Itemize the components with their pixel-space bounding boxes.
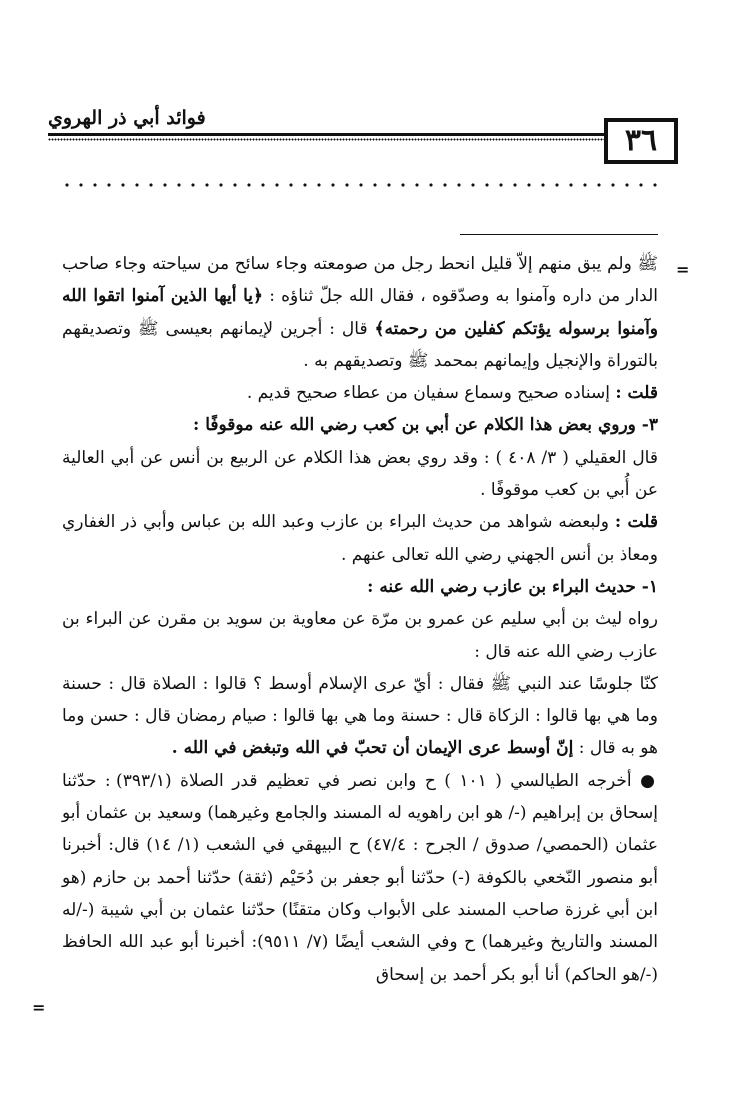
paragraph-4-text: قال العقيلي ( ٣/ ٤٠٨ ) : وقد روي بعض هذا الكلام عن الربيع بن أنس عن أبي العالية عن أُبي بن كعب موقوفًا . (62, 447, 658, 501)
paragraph-5-text: ولبعضه شواهد من حديث البراء بن عازب وعبد الله بن عباس وأبي ذر الغفاري ومعاذ بن أنس الجهني رضي الله تعالى عنهم . (62, 512, 658, 565)
paragraph-9-text: ● أخرجه الطيالسي ( ١٠١ ) ح وابن نصر في تعظيم قدر الصلاة (٣٩٣/١) : حدّثنا إسحاق بن إبراهيم (-/ هو ابن راهويه له المسند والجامع وغيرهما) وسعيد بن عثمان أبو عثمان (الحمصي/ صدوق / الجرح : ٤٧/٤) ح البيهقي في الشعب (١/ ١٤) قال: أخبرنا أبو منصور النّخعي بالكوفة (-) حدّثنا أبو جعفر بن دُحَيْم (ثقة) حدّثنا أحمد بن حازم (هو ابن أبي غرزة صاحب المسند على الأبواب وكان متقنًا) حدّثنا عثمان بن أبي شيبة (-/له المسند والتاريخ وغيرهما) ح وفي الشعب أيضًا (٧/ ٩٥١١): أخبرنا أبو عبد الله الحافظ (-/هو الحاكم) أنا أبو بكر أحمد بن إسحاق (62, 770, 659, 985)
margin-mark-top: = (676, 260, 690, 279)
page-text (62, 248, 658, 991)
paragraph-9 (62, 765, 658, 991)
paragraph-5 (62, 506, 658, 571)
paragraph-6 (62, 571, 658, 603)
paragraph-4 (62, 442, 658, 507)
dotted-separator (60, 181, 660, 189)
hadith-bold: إنّ أوسط عرى الإيمان أن تحبّ في الله وتبغض في الله . (171, 738, 574, 759)
paragraph-8 (62, 668, 658, 765)
paragraph-2-label: قلت : (615, 383, 658, 404)
paragraph-1 (62, 248, 658, 377)
paragraph-1-text: ﷺ ولم يبق منهم إلاّ قليل انحط رجل من صومعته وجاء سائح من سياحته وجاء صاحب الدار من داره وآمنوا به وصدّقوه ، فقال الله جلّ ثناؤه : (62, 254, 659, 307)
paragraph-3-text: ٣- وروي بعض هذا الكلام عن أبي بن كعب رضي الله عنه موقوفًا : (193, 415, 658, 436)
paragraph-8-text: كنّا جلوسًا عند النبي ﷺ فقال : أيّ عرى الإسلام أوسط ؟ قالوا : الصلاة قال : حسنة وما هي بها قالوا : الزكاة قال : حسنة وما هي بها قالوا : صيام رمضان قال : حسن وما هو به قال : (62, 673, 658, 759)
page-number (604, 118, 678, 164)
quran-quote: ﴿يا أيها الذين آمنوا اتقوا الله وآمنوا برسوله يؤتكم كفلين من رحمته﴾ (62, 286, 658, 339)
paragraph-1-end: قال : أجرين لإيمانهم بعيسى ﷺ وتصديقهم بالتوراة والإنجيل وإيمانهم بمحمد ﷺ وتصديقهم به . (62, 318, 658, 371)
paragraph-2 (62, 377, 658, 409)
header-dotted-rule (48, 138, 608, 141)
paragraph-7 (62, 603, 658, 668)
margin-mark-bottom: = (32, 998, 46, 1017)
paragraph-3 (62, 409, 658, 441)
header-rule (48, 133, 608, 136)
section-heading: ١- حديث البراء بن عازب رضي الله عنه : (367, 576, 658, 597)
paragraph-2-text: إسناده صحيح وسماع سفيان من عطاء صحيح قديم . (246, 383, 610, 404)
paragraph-7-text: رواه ليث بن أبي سليم عن عمرو بن مرّة عن معاوية بن سويد بن مقرن عن البراء بن عازب رضي الله عنه قال : (62, 609, 658, 662)
footnote-rule (460, 234, 658, 235)
paragraph-5-label: قلت : (614, 512, 658, 533)
running-title: فوائد أبي ذر الهروي (48, 107, 206, 129)
page-number-text: ٣٦ (624, 123, 658, 158)
